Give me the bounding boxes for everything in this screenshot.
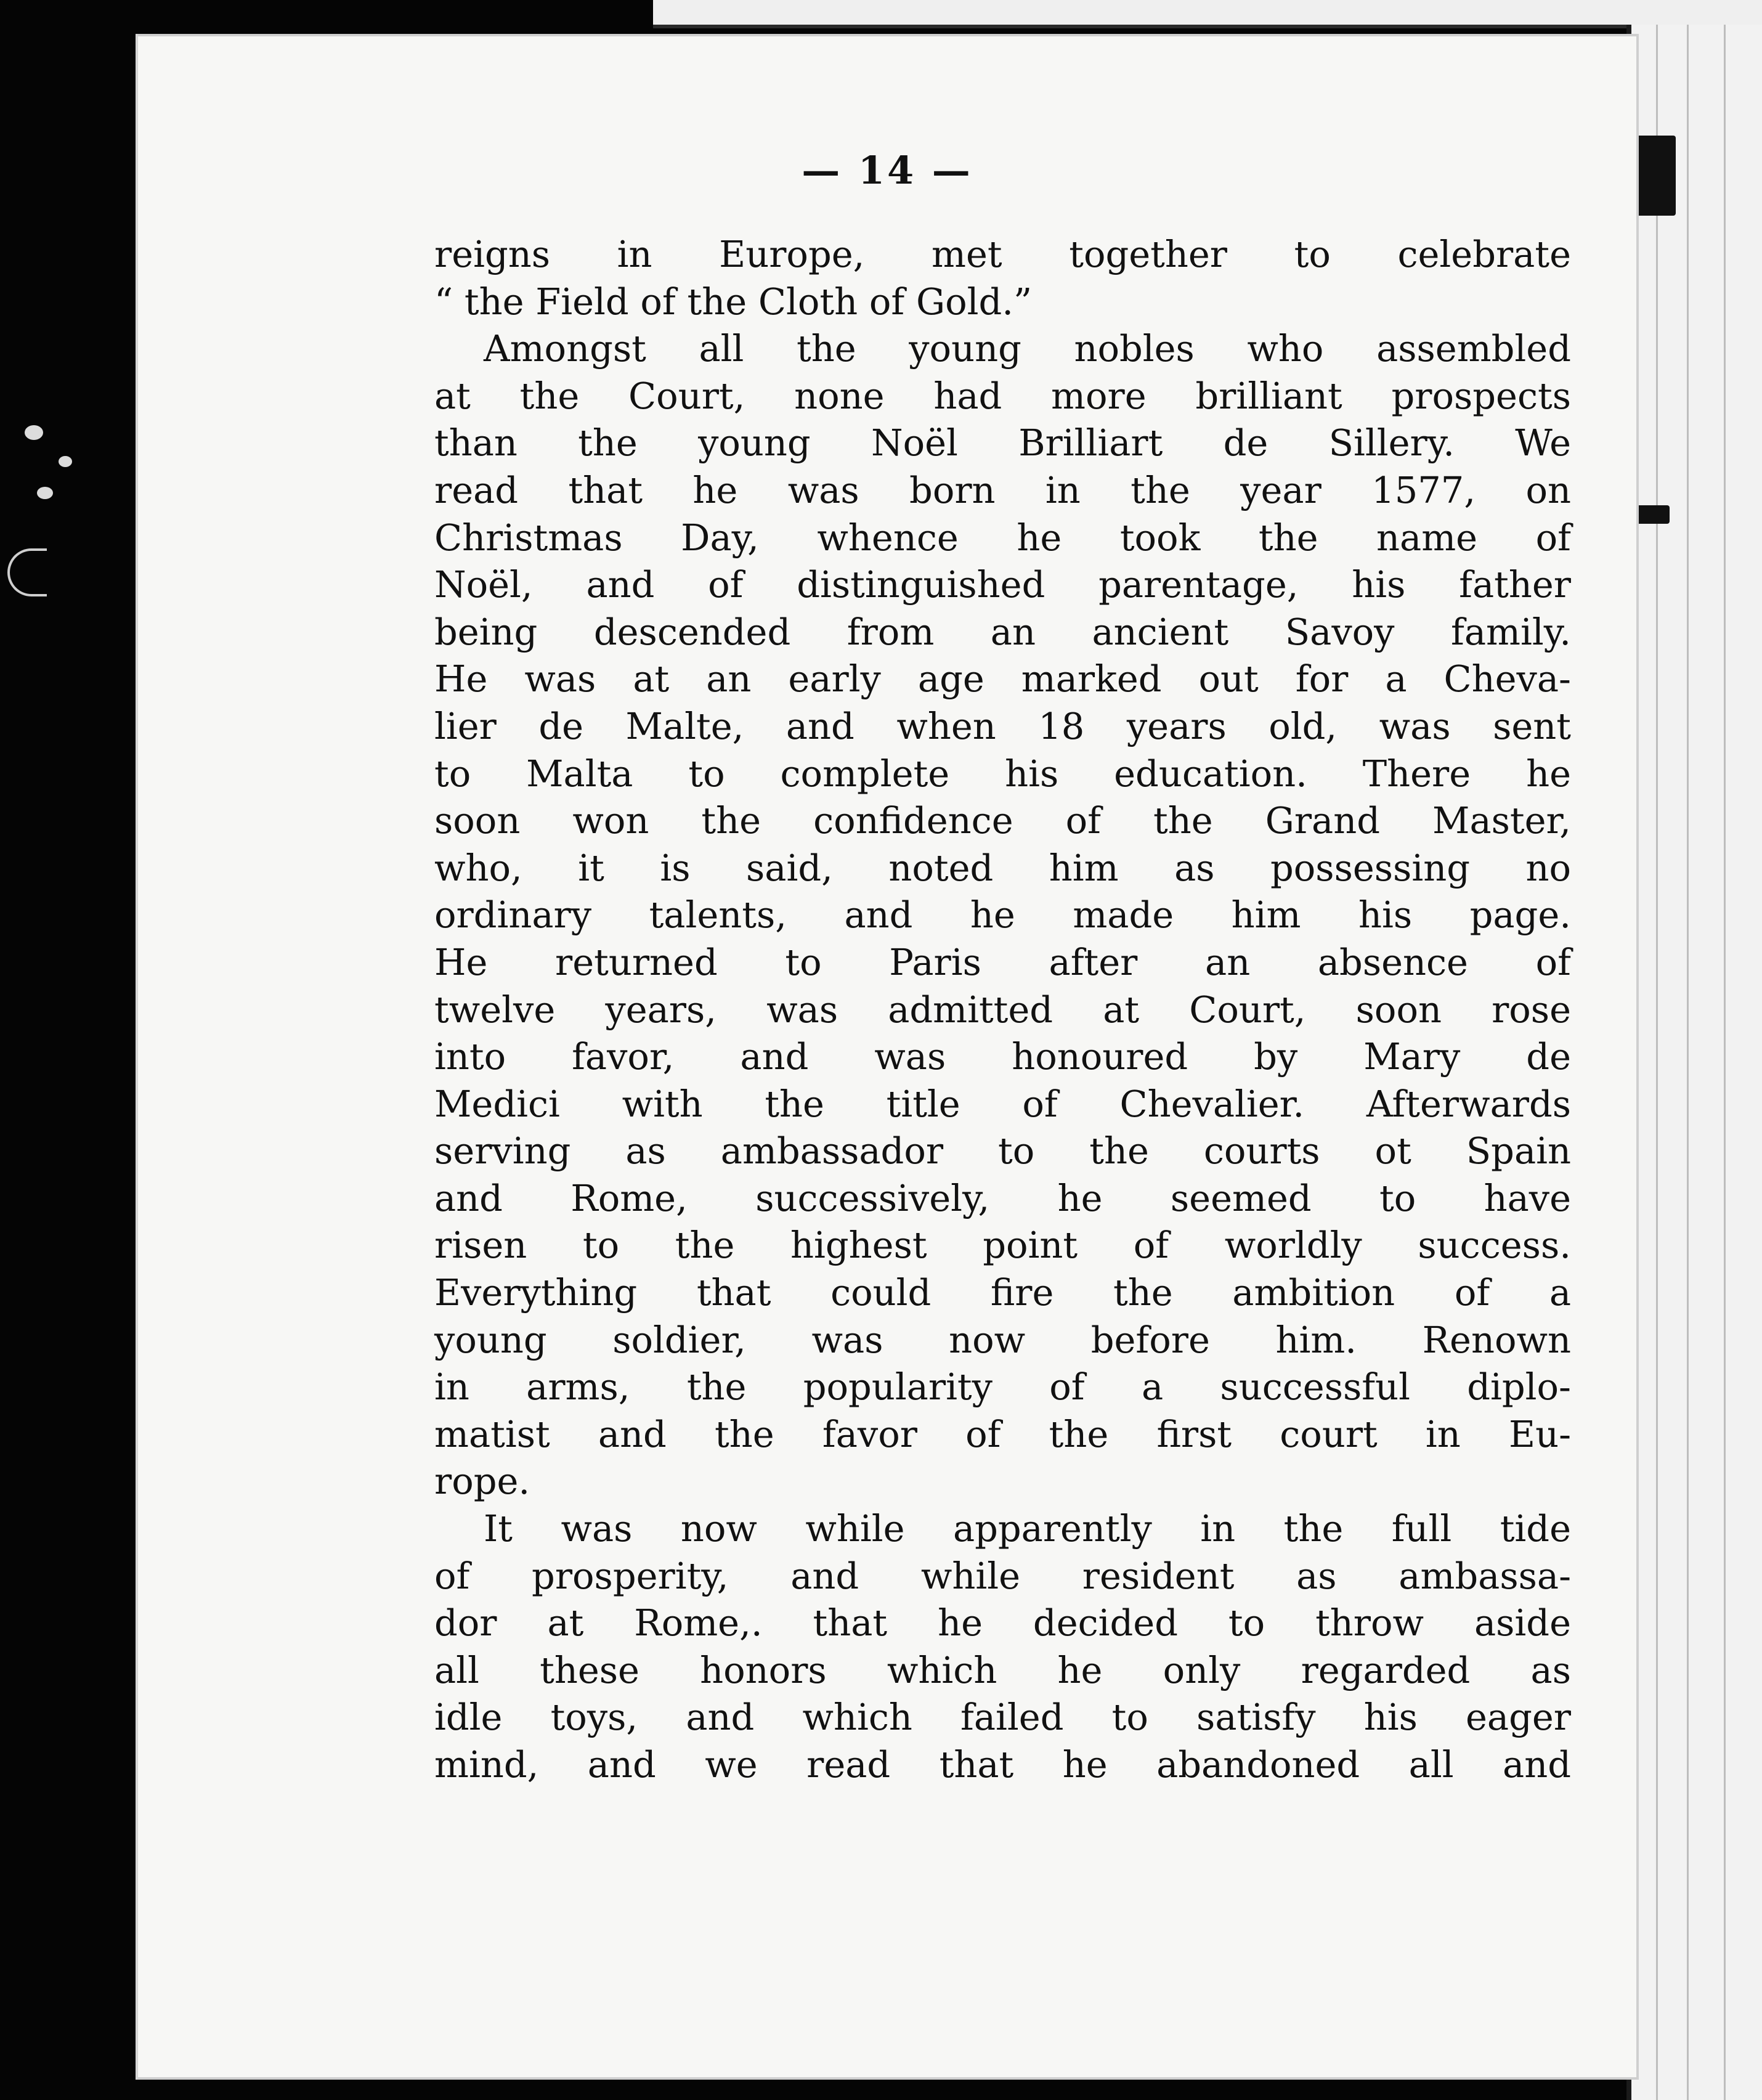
page-edge-line	[1724, 25, 1726, 2100]
text-line: lier de Malte, and when 18 years old, was sent	[434, 704, 1571, 747]
text-line: “ the Field of the Cloth of Gold.”	[434, 280, 1033, 323]
text-line: being descended from an ancient Savoy family.	[434, 610, 1571, 653]
text-line: twelve years, was admitted at Court, soon rose	[434, 988, 1571, 1031]
page-stack-edge	[1626, 25, 1762, 2100]
scan-speck	[59, 456, 72, 467]
text-line: Christmas Day, whence he took the name of	[434, 516, 1571, 559]
text-line: Everything that could fire the ambition of a	[434, 1271, 1571, 1314]
text-line: He was at an early age marked out for a Cheva-	[434, 657, 1571, 701]
text-line: than the young Noël Brilliart de Sillery. We	[434, 421, 1571, 465]
text-line: Amongst all the young nobles who assembled	[484, 327, 1571, 370]
page-edge-line	[1687, 25, 1689, 2100]
text-line: soon won the confidence of the Grand Master,	[434, 799, 1571, 842]
binding-hole	[7, 548, 47, 596]
text-line: ordinary talents, and he made him his page.	[434, 893, 1571, 937]
text-line: dor at Rome,. that he decided to throw aside	[434, 1601, 1571, 1645]
text-line: of prosperity, and while resident as ambassa-	[434, 1554, 1571, 1597]
text-line: who, it is said, noted him as possessing no	[434, 846, 1571, 889]
document-page	[136, 34, 1639, 2080]
body-text	[434, 231, 1571, 1789]
back-page-edge	[653, 0, 1762, 28]
text-line: at the Court, none had more brilliant prospects	[434, 374, 1571, 417]
text-line: matist and the favor of the first court in Eu-	[434, 1412, 1571, 1455]
text-line: to Malta to complete his education. There he	[434, 752, 1571, 795]
text-line: serving as ambassador to the courts ot Spain	[434, 1129, 1571, 1173]
text-line: Medici with the title of Chevalier. Afterwards	[434, 1082, 1571, 1125]
page-number: — 14 —	[802, 148, 973, 193]
text-line: read that he was born in the year 1577, on	[434, 468, 1571, 511]
text-line: He returned to Paris after an absence of	[434, 940, 1571, 983]
scan-speck	[25, 425, 43, 440]
text-line: rope.	[434, 1460, 530, 1503]
text-line: in arms, the popularity of a successful diplo-	[434, 1365, 1571, 1409]
text-line: into favor, and was honoured by Mary de	[434, 1035, 1571, 1078]
text-line: young soldier, was now before him. Renown	[434, 1318, 1571, 1361]
page-edge-line	[1656, 25, 1658, 2100]
text-line: risen to the highest point of worldly success.	[434, 1224, 1571, 1267]
binding-mark	[1633, 136, 1676, 216]
scan-speck	[37, 487, 53, 499]
text-line: reigns in Europe, met together to celebrate	[434, 233, 1571, 275]
text-line: idle toys, and which failed to satisfy his eager	[434, 1696, 1571, 1739]
text-line: all these honors which he only regarded as	[434, 1648, 1571, 1691]
text-line: mind, and we read that he abandoned all and	[434, 1743, 1571, 1786]
text-line: and Rome, successively, he seemed to have	[434, 1176, 1571, 1219]
text-line: Noël, and of distinguished parentage, his father	[434, 563, 1571, 606]
text-line: It was now while apparently in the full tide	[484, 1507, 1571, 1550]
